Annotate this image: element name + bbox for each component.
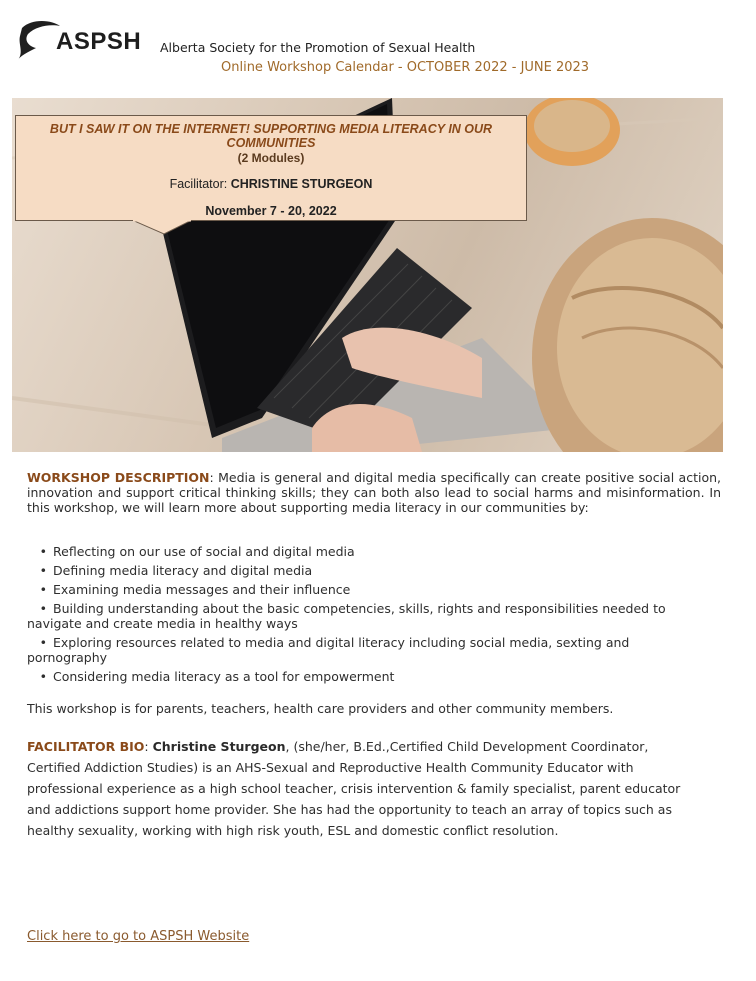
audience-statement: This workshop is for parents, teachers, health care providers and other community members. — [27, 701, 614, 716]
bio-name: Christine Sturgeon — [152, 739, 286, 754]
facilitator-name: CHRISTINE STURGEON — [230, 177, 373, 191]
workshop-title: BUT I SAW IT ON THE INTERNET! SUPPORTING MEDIA LITERACY IN OUR COMMUNITIES — [49, 122, 493, 150]
topic-list — [27, 544, 687, 688]
workshop-modules: (2 Modules) — [237, 151, 305, 165]
callout-tail — [132, 220, 192, 236]
organization-name: Alberta Society for the Promotion of Sexual Health — [160, 40, 476, 55]
logo-text: ASPSH — [56, 28, 142, 55]
facilitator-line — [16, 177, 526, 191]
bio-text: , (she/her, B.Ed.,Certified Child Development Coordinator, Certified Addiction Studies) is an AHS-Sexual and Reproductive Health Community Educator with professional experience as a high school teacher, crisis intervention & family specialist, parent educator and addictions support home provider. She has had the opportunity to teach an array of topics such as healthy sexuality, working with high risk youth, ESL and domestic conflict resolution. — [27, 739, 681, 838]
list-item: • Reflecting on our use of social and digital media — [39, 544, 355, 559]
bio-label: FACILITATOR BIO — [27, 739, 145, 754]
workshop-description — [27, 470, 721, 515]
workshop-callout — [15, 115, 527, 221]
list-item: • Defining media literacy and digital media — [39, 563, 313, 578]
description-label: WORKSHOP DESCRIPTION — [27, 470, 210, 485]
aspsh-website-link[interactable]: Click here to go to ASPSH Website — [27, 929, 250, 944]
description-text: : Media is general and digital media specifically can create positive social action, innovation and support critical thinking skills; they can both also lead to social harms and misinformation. In this workshop, we will learn more about supporting media literacy in our communities by: — [27, 470, 722, 515]
calendar-subtitle: Online Workshop Calendar - OCTOBER 2022 - JUNE 2023 — [221, 60, 590, 75]
facilitator-bio: FACILITATOR BIO: Christine Sturgeon, (she/her, B.Ed.,Certified Child Development Coordinator, Certified Addiction Studies) is an AHS-Sexual and Reproductive Health Community Educator with professional experience as a high school teacher, crisis intervention & family specialist, parent educator and addictions support home provider. She has had the opportunity to teach an array of topics such as healthy sexuality, working with high risk youth, ESL and domestic conflict resolution. — [27, 739, 681, 838]
facilitator-label: Facilitator: — [169, 177, 231, 191]
list-item: • Examining media messages and their influence — [39, 582, 351, 597]
list-item: • Building understanding about the basic competencies, skills, rights and responsibilities needed to navigate and create media in healthy ways — [27, 601, 666, 631]
workshop-dates: November 7 - 20, 2022 — [205, 204, 337, 218]
list-item: • Considering media literacy as a tool for empowerment — [39, 669, 395, 684]
list-item: • Exploring resources related to media and digital literacy including social media, sexting and pornography — [27, 635, 630, 665]
